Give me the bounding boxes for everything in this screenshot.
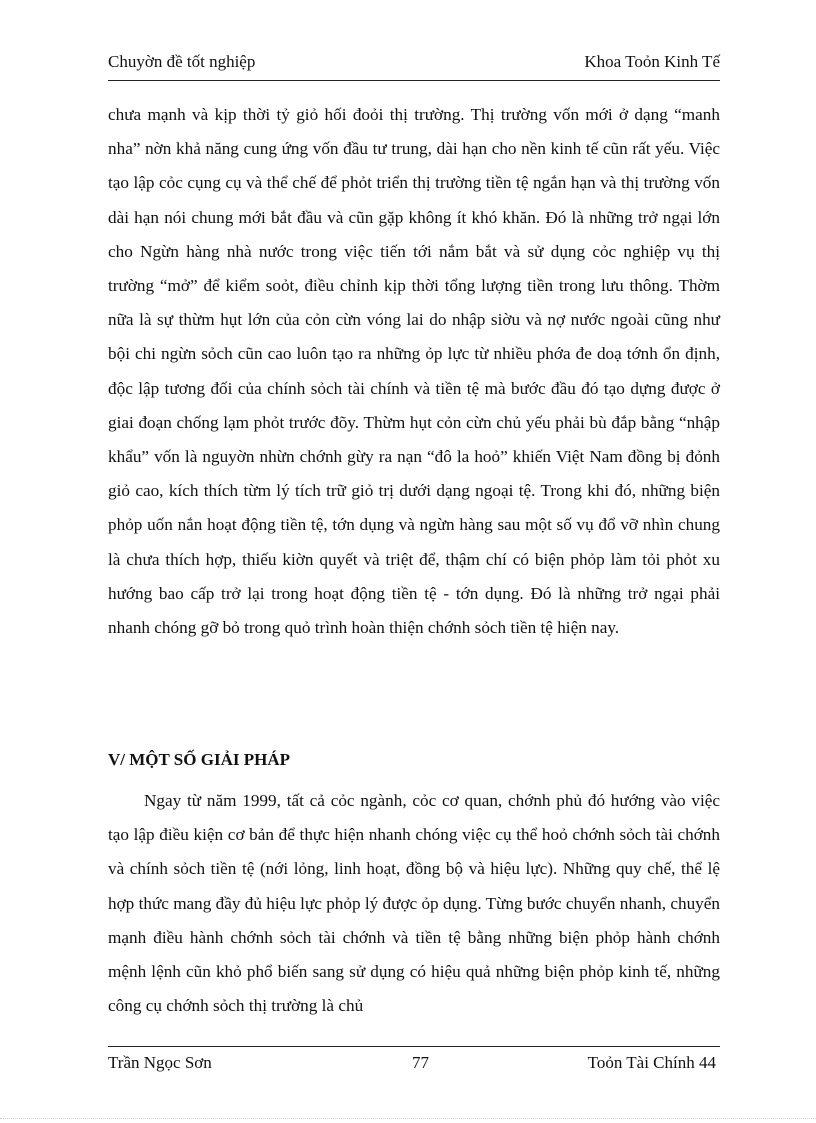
- footer-class: Toỏn Tài Chính 44: [587, 1053, 716, 1072]
- page-boundary-divider: [0, 1118, 816, 1119]
- page-header: [108, 52, 720, 81]
- section-body-text: [108, 784, 720, 1023]
- body-text: [108, 98, 720, 645]
- page-footer: [108, 1046, 720, 1075]
- section-paragraph: Ngay từ năm 1999, tất cả cỏc ngành, cỏc cơ quan, chớnh phủ đó hướng vào việc tạo lập điều kiện cơ bản để thực hiện nhanh chóng việc cụ thể hoỏ chớnh sỏch tài chớnh và chính sỏch tiền tệ (nới lỏng, linh hoạt, đồng bộ và hiệu lực). Những quy chế, thể lệ hợp thức mang đầy đủ hiệu lực phỏp lý được ỏp dụng. Từng bước chuyển nhanh, chuyển mạnh điều hành chớnh sỏch tài chớnh và tiền tệ bằng những biện phỏp hành chớnh mệnh lệnh cũn khỏ phổ biến sang sử dụng có hiệu quả những biện phỏp kinh tế, những công cụ chớnh sỏch thị trường là chủ: [108, 791, 720, 1016]
- header-document-type: Chuyờn đề tốt nghiệp: [108, 52, 256, 71]
- footer-author: Trần Ngọc Sơn: [108, 1053, 212, 1072]
- section-heading: V/ MỘT SỐ GIẢI PHÁP: [108, 750, 290, 769]
- header-faculty: Khoa Toỏn Kinh Tế: [584, 52, 720, 71]
- body-paragraph: chưa mạnh và kịp thời tỷ giỏ hối đoỏi thị trường. Thị trường vốn mới ở dạng “manh nha” nờn khả năng cung ứng vốn đầu tư trung, dài hạn cho nền kinh tế cũn rất yếu. Việc tạo lập cỏc cụng cụ và thể chế để phỏt triển thị trường tiền tệ ngắn hạn và thị trường vốn dài hạn nói chung mới bắt đầu và cũn gặp không ít khó khăn. Đó là những trở ngại lớn cho Ngừn hàng nhà nước trong việc tiến tới nắm bắt và sử dụng cỏc nghiệp vụ thị trường “mở” để kiểm soỏt, điều chỉnh kịp thời tổng lượng tiền trong lưu thông. Thờm nữa là sự thừm hụt lớn của cỏn cừn vóng lai do nhập siờu và nợ nước ngoài cũng như bội chi ngừn sỏch cũn cao luôn tạo ra những ỏp lực từ nhiều phớa đe doạ tớnh ổn định, độc lập tương đối của chính sỏch tài chính và tiền tệ mà bước đầu đó tạo dựng được ở giai đoạn chống lạm phỏt trước đõy. Thừm hụt cỏn cừn chủ yếu phải bù đắp bằng “nhập khẩu” vốn là nguyờn nhừn chớnh gừy ra nạn “đô la hoỏ” khiến Việt Nam đồng bị đỏnh giỏ cao, kích thích từm lý tích trữ giỏ trị dưới dạng ngoại tệ. Trong khi đó, những biện phỏp uốn nắn hoạt động tiền tệ, tớn dụng và ngừn hàng sau một số vụ đổ vỡ nhìn chung là chưa thích hợp, thiếu kiờn quyết và triệt để, thậm chí có biện phỏp làm tỏi phỏt xu hướng bao cấp trở lại trong hoạt động tiền tệ - tớn dụng. Đó là những trở ngại phải nhanh chóng gỡ bỏ trong quỏ trình hoàn thiện chớnh sỏch tiền tệ hiện nay.: [108, 105, 720, 638]
- page-number: 77: [412, 1053, 429, 1072]
